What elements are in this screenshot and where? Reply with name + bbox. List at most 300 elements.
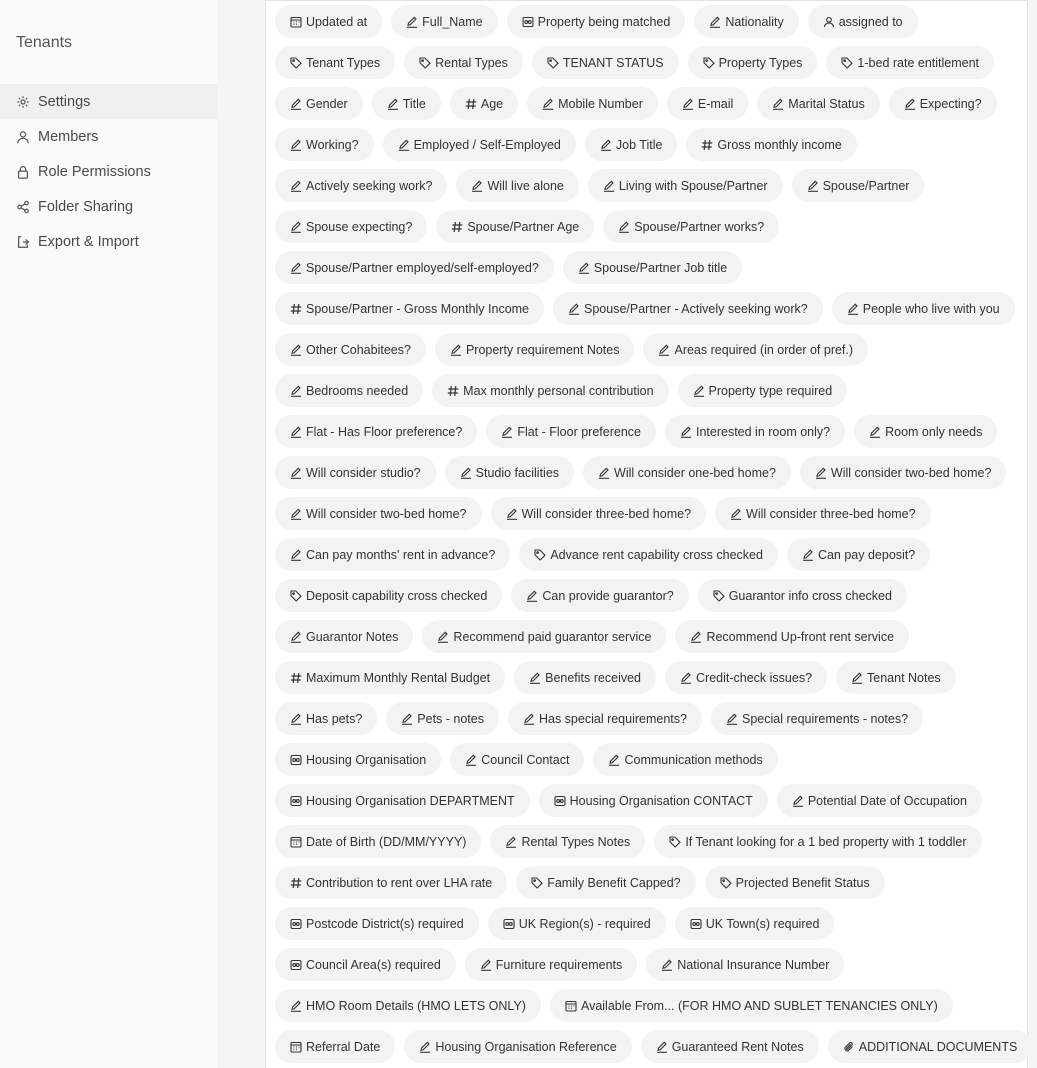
tag-icon [703, 57, 715, 69]
field-chip[interactable] [507, 5, 686, 38]
field-chip[interactable] [686, 128, 856, 161]
field-row [275, 698, 1035, 739]
field-chip-label: Housing Organisation CONTACT [569, 793, 753, 808]
pencil-icon [608, 754, 620, 766]
sidebar-item-export-import[interactable] [0, 224, 217, 259]
hash-icon [465, 98, 477, 110]
pencil-icon [290, 180, 302, 192]
field-row [275, 657, 1035, 698]
pencil-icon [904, 98, 916, 110]
field-chip[interactable] [854, 415, 997, 448]
field-chip[interactable] [404, 1030, 631, 1063]
field-chip[interactable] [456, 169, 578, 202]
link-icon [522, 16, 534, 28]
field-chip-label: Employed / Self-Employed [413, 137, 561, 152]
sidebar-item-folder-sharing[interactable] [0, 189, 217, 224]
field-chip[interactable] [675, 620, 909, 653]
field-chip-label: Date of Birth (DD/MM/YYYY) [306, 834, 467, 849]
field-chip-label: Expecting? [919, 96, 982, 111]
pencil-icon [680, 672, 692, 684]
field-chip[interactable] [777, 784, 982, 817]
field-chip-label: Postcode District(s) required [306, 916, 464, 931]
field-chip-label: Furniture requirements [495, 957, 623, 972]
field-chip-label: Guarantor info cross checked [728, 588, 892, 603]
link-icon [503, 918, 515, 930]
field-chip[interactable] [432, 374, 668, 407]
link-icon [690, 918, 702, 930]
field-chip[interactable] [516, 866, 695, 899]
fields-panel [265, 0, 1028, 1068]
field-chip-label: Housing Organisation Reference [435, 1039, 617, 1054]
field-chip[interactable] [275, 620, 413, 653]
users-icon [823, 16, 835, 28]
pencil-icon [772, 98, 784, 110]
pencil-icon [401, 713, 413, 725]
pencil-icon [450, 344, 462, 356]
tag-icon [531, 877, 543, 889]
field-row [275, 124, 1035, 165]
calendar-icon [290, 1041, 302, 1053]
field-chip[interactable] [275, 210, 427, 243]
pencil-icon [578, 262, 590, 274]
field-chip-label: HMO Room Details (HMO LETS ONLY) [306, 998, 526, 1013]
field-chip[interactable] [275, 825, 481, 858]
field-chip-label: Available From... (FOR HMO AND SUBLET TENANCIES ONLY) [580, 998, 938, 1013]
field-chip-label: Mobile Number [558, 96, 643, 111]
field-row [275, 534, 1035, 575]
tag-icon [419, 57, 431, 69]
field-chip-label: Credit-check issues? [696, 670, 813, 685]
tag-icon [290, 57, 302, 69]
field-chip[interactable] [711, 702, 923, 735]
paperclip-icon [843, 1041, 855, 1053]
pencil-icon [387, 98, 399, 110]
field-chip[interactable] [275, 497, 482, 530]
field-chip[interactable] [665, 415, 845, 448]
field-chip-label: Guaranteed Rent Notes [671, 1039, 804, 1054]
field-chip[interactable] [654, 825, 981, 858]
field-chip[interactable] [275, 579, 502, 612]
field-chip[interactable] [275, 46, 395, 79]
field-chip-label: Tenant Notes [867, 670, 941, 685]
field-chip-label: Has special requirements? [538, 711, 687, 726]
pencil-icon [290, 631, 302, 643]
field-chip[interactable] [275, 538, 510, 571]
pencil-icon [807, 180, 819, 192]
field-chip[interactable] [275, 1030, 395, 1063]
field-chip[interactable] [491, 497, 707, 530]
field-chip[interactable] [275, 948, 456, 981]
field-chip-label: Title [402, 96, 426, 111]
field-row [275, 575, 1035, 616]
pencil-icon [419, 1041, 431, 1053]
field-row [275, 821, 1035, 862]
field-row [275, 165, 1035, 206]
field-chip-label: 1-bed rate entitlement [857, 55, 980, 70]
field-chip[interactable] [646, 948, 844, 981]
field-row [275, 370, 1035, 411]
field-chip-label: Will consider one-bed home? [614, 465, 776, 480]
field-chip-label: Age [480, 96, 504, 111]
sidebar-item-label: Role Permissions [38, 163, 151, 180]
pencil-icon [290, 426, 302, 438]
pencil-icon [290, 98, 302, 110]
field-chip-label: Living with Spouse/Partner [618, 178, 768, 193]
field-chip[interactable] [275, 333, 426, 366]
pencil-icon [603, 180, 615, 192]
field-chip-label: Will live alone [487, 178, 564, 193]
field-chip[interactable] [563, 251, 742, 284]
pencil-icon [406, 16, 418, 28]
field-chip-label: Will consider two-bed home? [830, 465, 992, 480]
field-chip-label: Property requirement Notes [465, 342, 620, 357]
field-chip[interactable] [386, 702, 499, 735]
field-chip-label: Bedrooms needed [306, 383, 409, 398]
field-chip-label: Room only needs [885, 424, 983, 439]
field-chip[interactable] [275, 169, 447, 202]
pencil-icon [690, 631, 702, 643]
field-chip[interactable] [688, 46, 818, 79]
pencil-icon [529, 672, 541, 684]
field-chip-label: If Tenant looking for a 1 bed property with 1 toddler [685, 834, 967, 849]
field-chip[interactable] [275, 989, 541, 1022]
field-chip-label: Maximum Monthly Rental Budget [306, 670, 491, 685]
field-chip[interactable] [275, 292, 544, 325]
field-chip[interactable] [275, 456, 436, 489]
pencil-icon [730, 508, 742, 520]
field-chip[interactable] [665, 661, 827, 694]
pencil-icon [506, 508, 518, 520]
field-chip-label: Has pets? [306, 711, 363, 726]
field-chip-label: assigned to [838, 14, 903, 29]
pencil-icon [693, 385, 705, 397]
tag-icon [713, 590, 725, 602]
field-chip[interactable] [275, 702, 377, 735]
sidebar-item-label: Members [38, 128, 99, 145]
calendar-icon [290, 16, 302, 28]
field-chip-label: Spouse/Partner - Actively seeking work? [584, 301, 808, 316]
pencil-icon [847, 303, 859, 315]
field-chip-label: Tenant Types [306, 55, 381, 70]
pencil-icon [526, 590, 538, 602]
field-chip-label: Spouse expecting? [306, 219, 413, 234]
field-chip-label: Rental Types Notes [521, 834, 631, 849]
pencil-icon [437, 631, 449, 643]
field-row [275, 862, 1035, 903]
field-chip[interactable] [800, 456, 1007, 489]
field-row [275, 329, 1035, 370]
field-chip[interactable] [275, 661, 505, 694]
pencil-icon [290, 508, 302, 520]
field-chip-label: Deposit capability cross checked [306, 588, 488, 603]
gear-icon [16, 95, 30, 109]
field-chip-label: Spouse/Partner Age [467, 219, 580, 234]
field-chip-label: UK Region(s) - required [518, 916, 651, 931]
field-chip[interactable] [643, 333, 868, 366]
hash-icon [290, 877, 302, 889]
field-chip[interactable] [275, 866, 507, 899]
field-chip-label: Flat - Has Floor preference? [306, 424, 463, 439]
field-chip[interactable] [445, 456, 574, 489]
field-chip-label: E-mail [697, 96, 734, 111]
field-chip-label: Property type required [708, 383, 833, 398]
field-chip[interactable] [527, 87, 658, 120]
field-chip-label: Spouse/Partner [822, 178, 910, 193]
hash-icon [447, 385, 459, 397]
pencil-icon [726, 713, 738, 725]
field-chip[interactable] [490, 825, 645, 858]
pencil-icon [680, 426, 692, 438]
pencil-icon [290, 139, 302, 151]
pencil-icon [658, 344, 670, 356]
field-chip[interactable] [889, 87, 997, 120]
field-chip[interactable] [514, 661, 656, 694]
link-icon [290, 795, 302, 807]
pencil-icon [290, 713, 302, 725]
field-chip-label: Other Cohabitees? [306, 342, 411, 357]
hash-icon [290, 672, 302, 684]
sidebar-item-role-permissions[interactable] [0, 154, 217, 189]
tag-icon [841, 57, 853, 69]
field-chip-label: Benefits received [545, 670, 641, 685]
pencil-icon [709, 16, 721, 28]
field-chip-list [275, 1, 1035, 1067]
field-chip-label: Flat - Floor preference [517, 424, 641, 439]
pencil-icon [598, 467, 610, 479]
sidebar-item-label: Settings [38, 93, 91, 110]
tag-icon [720, 877, 732, 889]
field-chip[interactable] [486, 415, 656, 448]
field-chip[interactable] [275, 907, 479, 940]
field-chip[interactable] [593, 743, 777, 776]
link-icon [290, 754, 302, 766]
field-row [275, 944, 1035, 985]
field-chip-label: Spouse/Partner Job title [593, 260, 728, 275]
field-chip[interactable] [275, 251, 554, 284]
pencil-icon [290, 549, 302, 561]
field-chip[interactable] [275, 374, 423, 407]
field-chip-label: Rental Types [435, 55, 508, 70]
lock-icon [16, 165, 30, 179]
field-chip[interactable] [275, 743, 441, 776]
field-row [275, 780, 1035, 821]
link-icon [554, 795, 566, 807]
field-chip-label: Advance rent capability cross checked [550, 547, 763, 562]
field-chip-label: Studio facilities [475, 465, 560, 480]
field-chip-label: Pets - notes [417, 711, 484, 726]
field-chip[interactable] [675, 907, 835, 940]
sidebar-item-settings[interactable] [0, 84, 217, 119]
field-chip[interactable] [705, 866, 885, 899]
field-chip-label: Can provide guarantor? [542, 588, 674, 603]
field-chip[interactable] [539, 784, 768, 817]
pencil-icon [600, 139, 612, 151]
field-row [275, 493, 1035, 534]
field-chip[interactable] [792, 169, 925, 202]
share-icon [16, 200, 30, 214]
field-chip-label: ADDITIONAL DOCUMENTS [858, 1039, 1018, 1054]
field-chip-label: Will consider studio? [306, 465, 421, 480]
field-row [275, 616, 1035, 657]
field-chip[interactable] [694, 5, 798, 38]
field-chip-label: Will consider three-bed home? [746, 506, 916, 521]
field-chip[interactable] [757, 87, 879, 120]
field-chip[interactable] [832, 292, 1015, 325]
field-chip-label: Recommend paid guarantor service [453, 629, 652, 644]
field-chip[interactable] [275, 5, 382, 38]
field-chip[interactable] [422, 620, 666, 653]
pencil-icon [471, 180, 483, 192]
pencil-icon [851, 672, 863, 684]
field-chip[interactable] [275, 784, 530, 817]
field-chip[interactable] [436, 210, 594, 243]
field-chip[interactable] [550, 989, 953, 1022]
field-chip-label: Spouse/Partner - Gross Monthly Income [306, 301, 530, 316]
field-chip[interactable] [588, 169, 783, 202]
field-chip[interactable] [583, 456, 791, 489]
field-chip-label: Family Benefit Capped? [547, 875, 681, 890]
field-row [275, 985, 1035, 1026]
sidebar-nav [0, 84, 217, 259]
field-chip-label: Referral Date [306, 1039, 381, 1054]
link-icon [290, 959, 302, 971]
field-chip-label: Max monthly personal contribution [463, 383, 654, 398]
field-chip-label: Communication methods [624, 752, 763, 767]
field-chip-label: Will consider two-bed home? [306, 506, 467, 521]
user-icon [16, 130, 30, 144]
field-chip-label: Spouse/Partner employed/self-employed? [306, 260, 539, 275]
tag-icon [547, 57, 559, 69]
field-chip-label: Can pay deposit? [817, 547, 916, 562]
field-chip-label: Contribution to rent over LHA rate [306, 875, 493, 890]
calendar-icon [565, 1000, 577, 1012]
field-chip-label: Gross monthly income [717, 137, 842, 152]
field-chip[interactable] [383, 128, 576, 161]
field-chip[interactable] [532, 46, 679, 79]
pencil-icon [656, 1041, 668, 1053]
field-chip[interactable] [678, 374, 848, 407]
field-chip[interactable] [435, 333, 635, 366]
field-chip[interactable] [275, 128, 374, 161]
field-chip[interactable] [391, 5, 497, 38]
field-row [275, 739, 1035, 780]
pencil-icon [290, 385, 302, 397]
field-chip-label: Projected Benefit Status [735, 875, 870, 890]
field-chip-label: Council Area(s) required [306, 957, 441, 972]
field-chip[interactable] [667, 87, 748, 120]
field-row [275, 247, 1035, 288]
sidebar-item-members[interactable] [0, 119, 217, 154]
pencil-icon [290, 344, 302, 356]
field-chip[interactable] [465, 948, 637, 981]
field-chip[interactable] [508, 702, 702, 735]
field-chip[interactable] [836, 661, 956, 694]
sidebar [0, 0, 217, 1068]
gutter [217, 0, 249, 1068]
field-chip-label: Updated at [306, 14, 368, 29]
field-row [275, 288, 1035, 329]
pencil-icon [523, 713, 535, 725]
pencil-icon [869, 426, 881, 438]
pencil-icon [398, 139, 410, 151]
field-chip[interactable] [450, 743, 584, 776]
pencil-icon [501, 426, 513, 438]
calendar-icon [290, 836, 302, 848]
pencil-icon [505, 836, 517, 848]
field-row [275, 452, 1035, 493]
pencil-icon [290, 221, 302, 233]
field-chip[interactable] [585, 128, 678, 161]
field-row [275, 42, 1035, 83]
link-icon [290, 918, 302, 930]
tag-icon [669, 836, 681, 848]
field-chip[interactable] [404, 46, 523, 79]
field-chip-label: TENANT STATUS [562, 55, 664, 70]
pencil-icon [568, 303, 580, 315]
field-chip-label: National Insurance Number [677, 957, 830, 972]
field-chip[interactable] [828, 1030, 1033, 1063]
field-chip[interactable] [553, 292, 823, 325]
field-chip[interactable] [603, 210, 779, 243]
field-chip[interactable] [808, 5, 918, 38]
field-row [275, 1026, 1035, 1067]
field-chip[interactable] [715, 497, 931, 530]
field-chip-label: Job Title [615, 137, 663, 152]
field-chip-label: Housing Organisation DEPARTMENT [306, 793, 515, 808]
import-icon [16, 235, 30, 249]
field-chip[interactable] [519, 538, 778, 571]
field-chip[interactable] [698, 579, 907, 612]
field-chip-label: Housing Organisation [306, 752, 427, 767]
pencil-icon [792, 795, 804, 807]
field-chip-label: Potential Date of Occupation [807, 793, 967, 808]
field-chip[interactable] [511, 579, 688, 612]
field-chip[interactable] [275, 415, 477, 448]
field-chip-label: Full_Name [422, 14, 483, 29]
field-chip-label: UK Town(s) required [705, 916, 820, 931]
hash-icon [290, 303, 302, 315]
field-chip-label: Property Types [718, 55, 803, 70]
field-chip[interactable] [787, 538, 930, 571]
field-chip[interactable] [826, 46, 994, 79]
field-chip-label: Guarantor Notes [306, 629, 399, 644]
field-chip-label: Can pay months' rent in advance? [306, 547, 496, 562]
pencil-icon [290, 262, 302, 274]
field-chip-label: Special requirements - notes? [741, 711, 909, 726]
field-chip[interactable] [450, 87, 518, 120]
sidebar-item-label: Folder Sharing [38, 198, 134, 215]
field-chip[interactable] [275, 87, 363, 120]
hash-icon [701, 139, 713, 151]
field-chip[interactable] [372, 87, 441, 120]
field-chip-label: People who live with you [862, 301, 1000, 316]
pencil-icon [480, 959, 492, 971]
pencil-icon [682, 98, 694, 110]
field-row [275, 1, 1035, 42]
tag-icon [290, 590, 302, 602]
pencil-icon [661, 959, 673, 971]
app-title: Tenants [16, 34, 73, 51]
field-chip[interactable] [488, 907, 666, 940]
field-row [275, 83, 1035, 124]
field-row [275, 903, 1035, 944]
tag-icon [534, 549, 546, 561]
field-chip-label: Nationality [725, 14, 784, 29]
field-chip[interactable] [641, 1030, 819, 1063]
field-chip-label: Property being matched [537, 14, 671, 29]
pencil-icon [618, 221, 630, 233]
pencil-icon [290, 467, 302, 479]
